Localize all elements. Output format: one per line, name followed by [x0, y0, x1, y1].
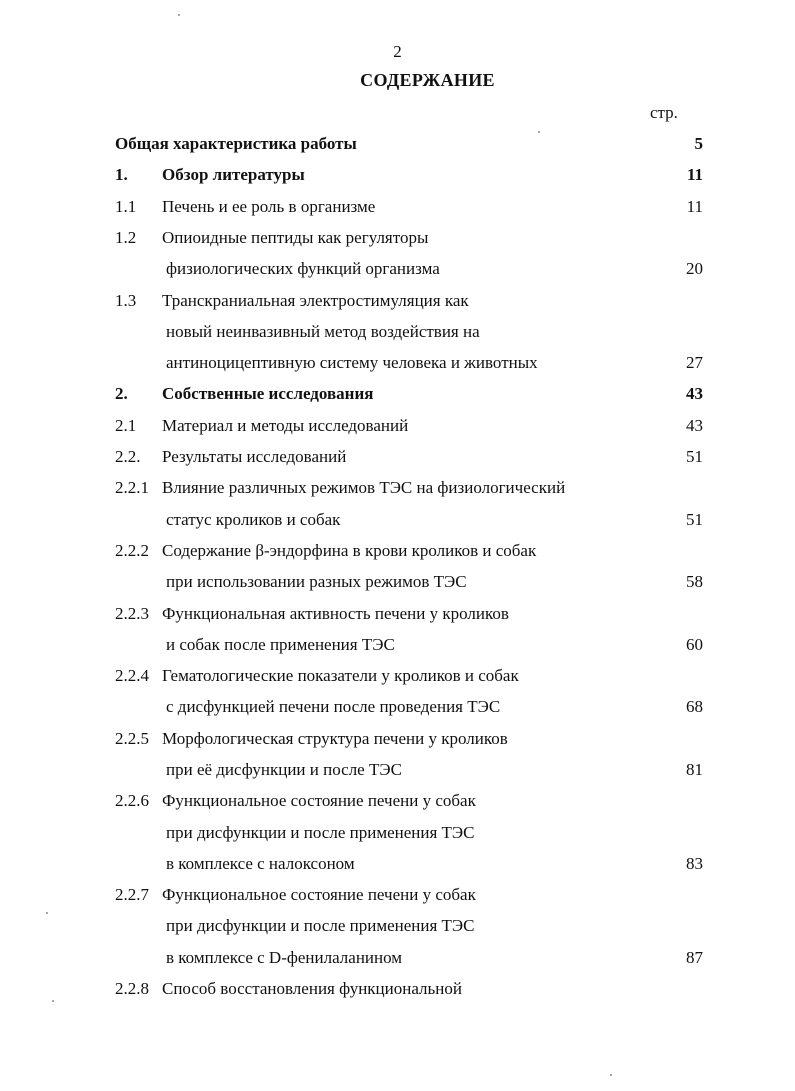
- toc-line: [0, 477, 795, 499]
- toc-line: [0, 352, 795, 374]
- toc-line: [0, 571, 795, 593]
- page-column-label: стр.: [650, 103, 678, 122]
- toc-entry-title: новый неинвазивный метод воздействия на: [166, 322, 480, 341]
- toc-entry-title: Влияние различных режимов ТЭС на физиологический: [162, 478, 566, 497]
- toc-entry-title: Опиоидные пептиды как регуляторы: [162, 228, 429, 247]
- scan-speck: [178, 14, 180, 16]
- page-number: 2: [393, 42, 402, 61]
- toc-entry-title: в комплексе с налоксоном: [166, 854, 355, 873]
- toc-page-number: 58: [686, 572, 703, 591]
- toc-line: [0, 790, 795, 812]
- toc-line: [0, 227, 795, 249]
- toc-line: [0, 822, 795, 844]
- toc-line: [0, 133, 795, 155]
- toc-line: [0, 728, 795, 750]
- toc-entry-number: 2.2.6: [115, 791, 149, 810]
- toc-page-number: 51: [686, 510, 703, 529]
- toc-page-number: 83: [686, 854, 703, 873]
- toc-line: [0, 634, 795, 656]
- toc-line: [0, 509, 795, 531]
- toc-entry-number: 1.2: [115, 228, 137, 247]
- toc-entry-title: Гематологические показатели у кроликов и собак: [162, 666, 519, 685]
- toc-entry-title: Функциональная активность печени у кроликов: [162, 604, 509, 623]
- toc-line: [0, 759, 795, 781]
- toc-entry-title: при дисфункции и после применения ТЭС: [166, 916, 475, 935]
- scan-speck: [46, 912, 48, 914]
- toc-entry-number: 2.2.7: [115, 885, 149, 904]
- toc-entry-title: с дисфункцией печени после проведения ТЭС: [166, 697, 501, 716]
- toc-line: [0, 383, 795, 405]
- toc-entry-title: Содержание β-эндорфина в крови кроликов и собак: [162, 541, 537, 560]
- toc-entry-number: 2.1: [115, 416, 137, 435]
- toc-entry-title: Функциональное состояние печени у собак: [162, 791, 476, 810]
- toc-entry-number: 2.: [115, 384, 128, 403]
- toc-entry-title: Общая характеристика работы: [115, 134, 357, 153]
- toc-line: [0, 978, 795, 1000]
- scan-speck: [52, 1000, 54, 1002]
- toc-entry-number: 2.2.1: [115, 478, 149, 497]
- toc-page-number: 81: [686, 760, 703, 779]
- toc-page-number: 43: [686, 384, 703, 403]
- toc-page-number: 11: [686, 165, 703, 184]
- scan-speck: [538, 131, 540, 133]
- toc-page-number: 27: [686, 353, 703, 372]
- toc-line: [0, 321, 795, 343]
- page-title: СОДЕРЖАНИЕ: [360, 70, 495, 90]
- toc-line: [0, 603, 795, 625]
- toc-entry-number: 2.2.3: [115, 604, 149, 623]
- toc-entry-title: Обзор литературы: [162, 165, 305, 184]
- toc-line: [0, 290, 795, 312]
- toc-entry-title: Материал и методы исследований: [162, 416, 409, 435]
- toc-entry-title: Функциональное состояние печени у собак: [162, 885, 476, 904]
- toc-page-number: 87: [686, 948, 703, 967]
- toc-line: [0, 665, 795, 687]
- toc-line: [0, 915, 795, 937]
- toc-entry-number: 2.2.2: [115, 541, 149, 560]
- toc-line: [0, 884, 795, 906]
- toc-entry-title: Результаты исследований: [162, 447, 347, 466]
- toc-entry-title: при дисфункции и после применения ТЭС: [166, 823, 475, 842]
- toc-entry-number: 2.2.4: [115, 666, 149, 685]
- toc-line: [0, 415, 795, 437]
- toc-page-number: 51: [686, 447, 703, 466]
- toc-line: [0, 853, 795, 875]
- toc-entry-title: и собак после применения ТЭС: [166, 635, 395, 654]
- toc-entry-number: 2.2.5: [115, 729, 149, 748]
- toc-page-number: 60: [686, 635, 703, 654]
- toc-entry-title: в комплексе с D-фенилаланином: [166, 948, 403, 967]
- toc-entry-title: физиологических функций организма: [166, 259, 440, 278]
- toc-line: [0, 540, 795, 562]
- toc-entry-title: Собственные исследования: [162, 384, 374, 403]
- toc-line: [0, 947, 795, 969]
- toc-entry-title: Морфологическая структура печени у кроликов: [162, 729, 508, 748]
- toc-entry-number: 2.2.: [115, 447, 141, 466]
- toc-page-number: 5: [694, 134, 703, 153]
- toc-page-number: 43: [686, 416, 703, 435]
- toc-entry-number: 2.2.8: [115, 979, 149, 998]
- toc-line: [0, 446, 795, 468]
- toc-entry-title: статус кроликов и собак: [166, 510, 341, 529]
- toc-line: [0, 196, 795, 218]
- toc-entry-title: Способ восстановления функциональной: [162, 979, 462, 998]
- toc-page-number: 20: [686, 259, 703, 278]
- scan-speck: [610, 1074, 612, 1076]
- toc-entry-number: 1.1: [115, 197, 137, 216]
- toc-entry-number: 1.: [115, 165, 128, 184]
- toc-entry-title: Транскраниальная электростимуляция как: [162, 291, 469, 310]
- toc-page-number: 68: [686, 697, 703, 716]
- toc-line: [0, 258, 795, 280]
- toc-page-number: 11: [686, 197, 703, 216]
- toc-entry-title: антиноцицептивную систему человека и животных: [166, 353, 538, 372]
- toc-entry-number: 1.3: [115, 291, 137, 310]
- toc-line: [0, 696, 795, 718]
- toc-entry-title: при использовании разных режимов ТЭС: [166, 572, 467, 591]
- toc-entry-title: Печень и ее роль в организме: [162, 197, 376, 216]
- toc-line: [0, 164, 795, 186]
- toc-entry-title: при её дисфункции и после ТЭС: [166, 760, 402, 779]
